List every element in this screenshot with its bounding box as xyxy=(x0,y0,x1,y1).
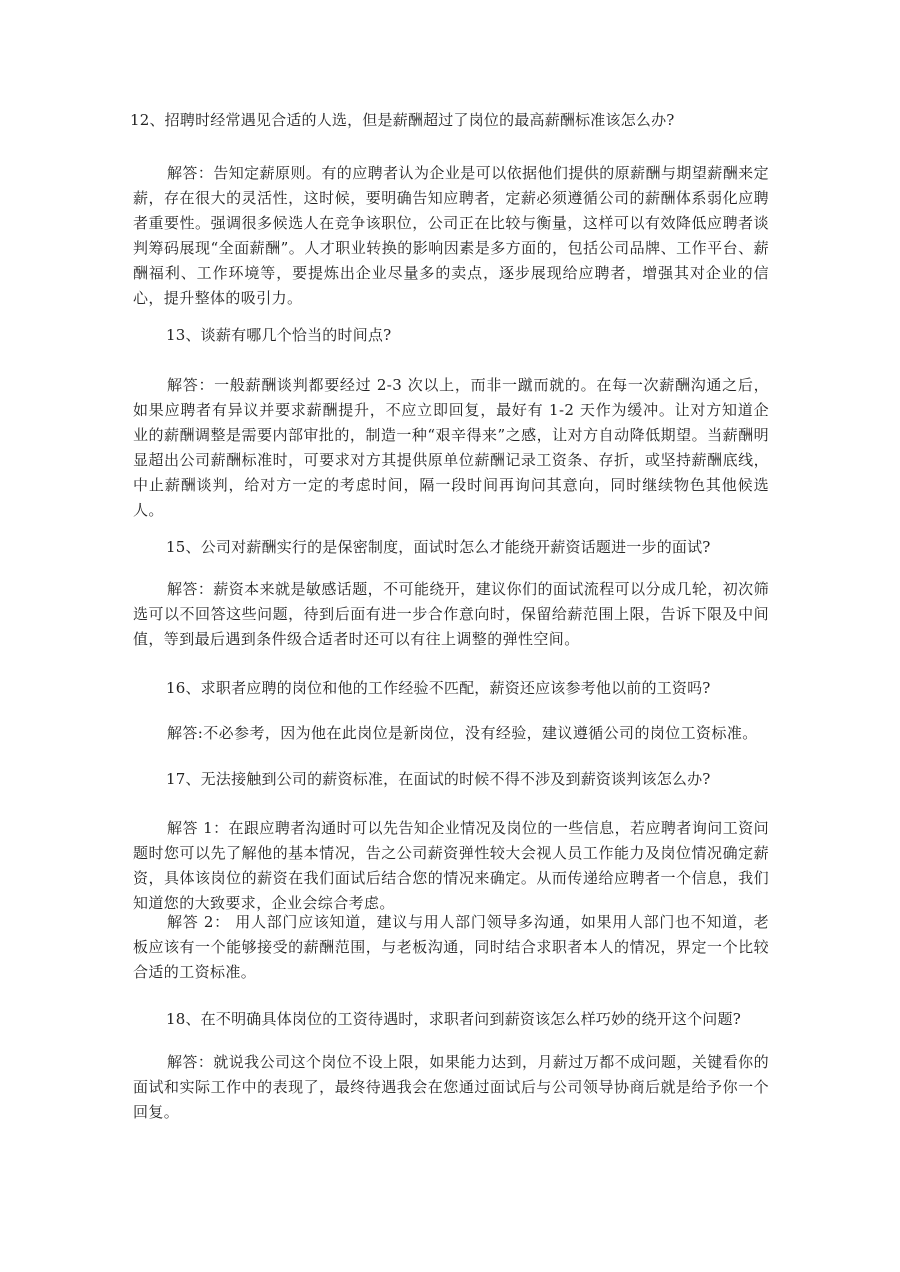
answer-15: 解答：薪资本来就是敏感话题，不可能绕开，建议你们的面试流程可以分成几轮，初次筛选可以不回答这些问题，待到后面有进一步合作意向时，保留给薪范围上限，告诉下限及中间值，等到最后遇到条件级合适者时还可以有往上调整的弹性空间。 xyxy=(133,580,769,648)
question-15: 15、公司对薪酬实行的是保密制度，面试时怎么才能绕开薪资话题进一步的面试? xyxy=(166,538,711,556)
answer-16: 解答:不必参考，因为他在此岗位是新岗位，没有经验，建议遵循公司的岗位工资标准。 xyxy=(167,724,758,742)
question-12: 12、招聘时经常遇见合适的人选，但是薪酬超过了岗位的最高薪酬标准该怎么办? xyxy=(130,111,675,129)
question-13: 13、谈薪有哪几个恰当的时间点? xyxy=(166,326,392,344)
question-17: 17、无法接触到公司的薪资标准，在面试的时候不得不涉及到薪资谈判该怎么办? xyxy=(166,770,711,788)
question-18: 18、在不明确具体岗位的工资待遇时，求职者问到薪资该怎么样巧妙的绕开这个问题? xyxy=(166,1010,741,1028)
answer-17-2: 解答 2： 用人部门应该知道，建议与用人部门领导多沟通，如果用人部门也不知道，老板应该有一个能够接受的薪酬范围，与老板沟通，同时结合求职者本人的情况，界定一个比较合适的工资标准。 xyxy=(133,913,769,981)
answer-13: 解答：一般薪酬谈判都要经过 2-3 次以上，而非一蹴而就的。在每一次薪酬沟通之后，如果应聘者有异议并要求薪酬提升，不应立即回复，最好有 1-2 天作为缓冲。让对方知道企业的薪酬调整是需要内部审批的，制造一种“艰辛得来”之感，让对方自动降低期望。当薪酬明显超出公司薪酬标准时，可要求对方其提供原单位薪酬记录工资条、存折，或坚持薪酬底线，中止薪酬谈判，给对方一定的考虑时间，隔一段时间再询问其意向，同时继续物色其他候选人。 xyxy=(133,376,769,519)
answer-12: 解答：告知定薪原则。有的应聘者认为企业是可以依据他们提供的原薪酬与期望薪酬来定薪，存在很大的灵活性，这时候，要明确告知应聘者，定薪必须遵循公司的薪酬体系弱化应聘者重要性。强调很多候选人在竞争该职位，公司正在比较与衡量，这样可以有效降低应聘者谈判筹码展现“全面薪酬”。人才职业转换的影响因素是多方面的，包括公司品牌、工作平台、薪酬福利、工作环境等，要提炼出企业尽量多的卖点，逐步展现给应聘者，增强其对企业的信心，提升整体的吸引力。 xyxy=(133,164,769,307)
answer-18: 解答：就说我公司这个岗位不设上限，如果能力达到，月薪过万都不成问题，关键看你的面试和实际工作中的表现了，最终待遇我会在您通过面试后与公司领导协商后就是给予你一个回复。 xyxy=(133,1053,769,1121)
question-16: 16、求职者应聘的岗位和他的工作经验不匹配，薪资还应该参考他以前的工资吗? xyxy=(166,679,711,697)
answer-17-1: 解答 1：在跟应聘者沟通时可以先告知企业情况及岗位的一些信息，若应聘者询问工资问题时您可以先了解他的基本情况，告之公司薪资弹性较大会视人员工作能力及岗位情况确定薪资，具体该岗位的薪资在我们面试后结合您的情况来确定。从而传递给应聘者一个信息，我们知道您的大致要求，企业会综合考虑。 xyxy=(133,819,769,912)
